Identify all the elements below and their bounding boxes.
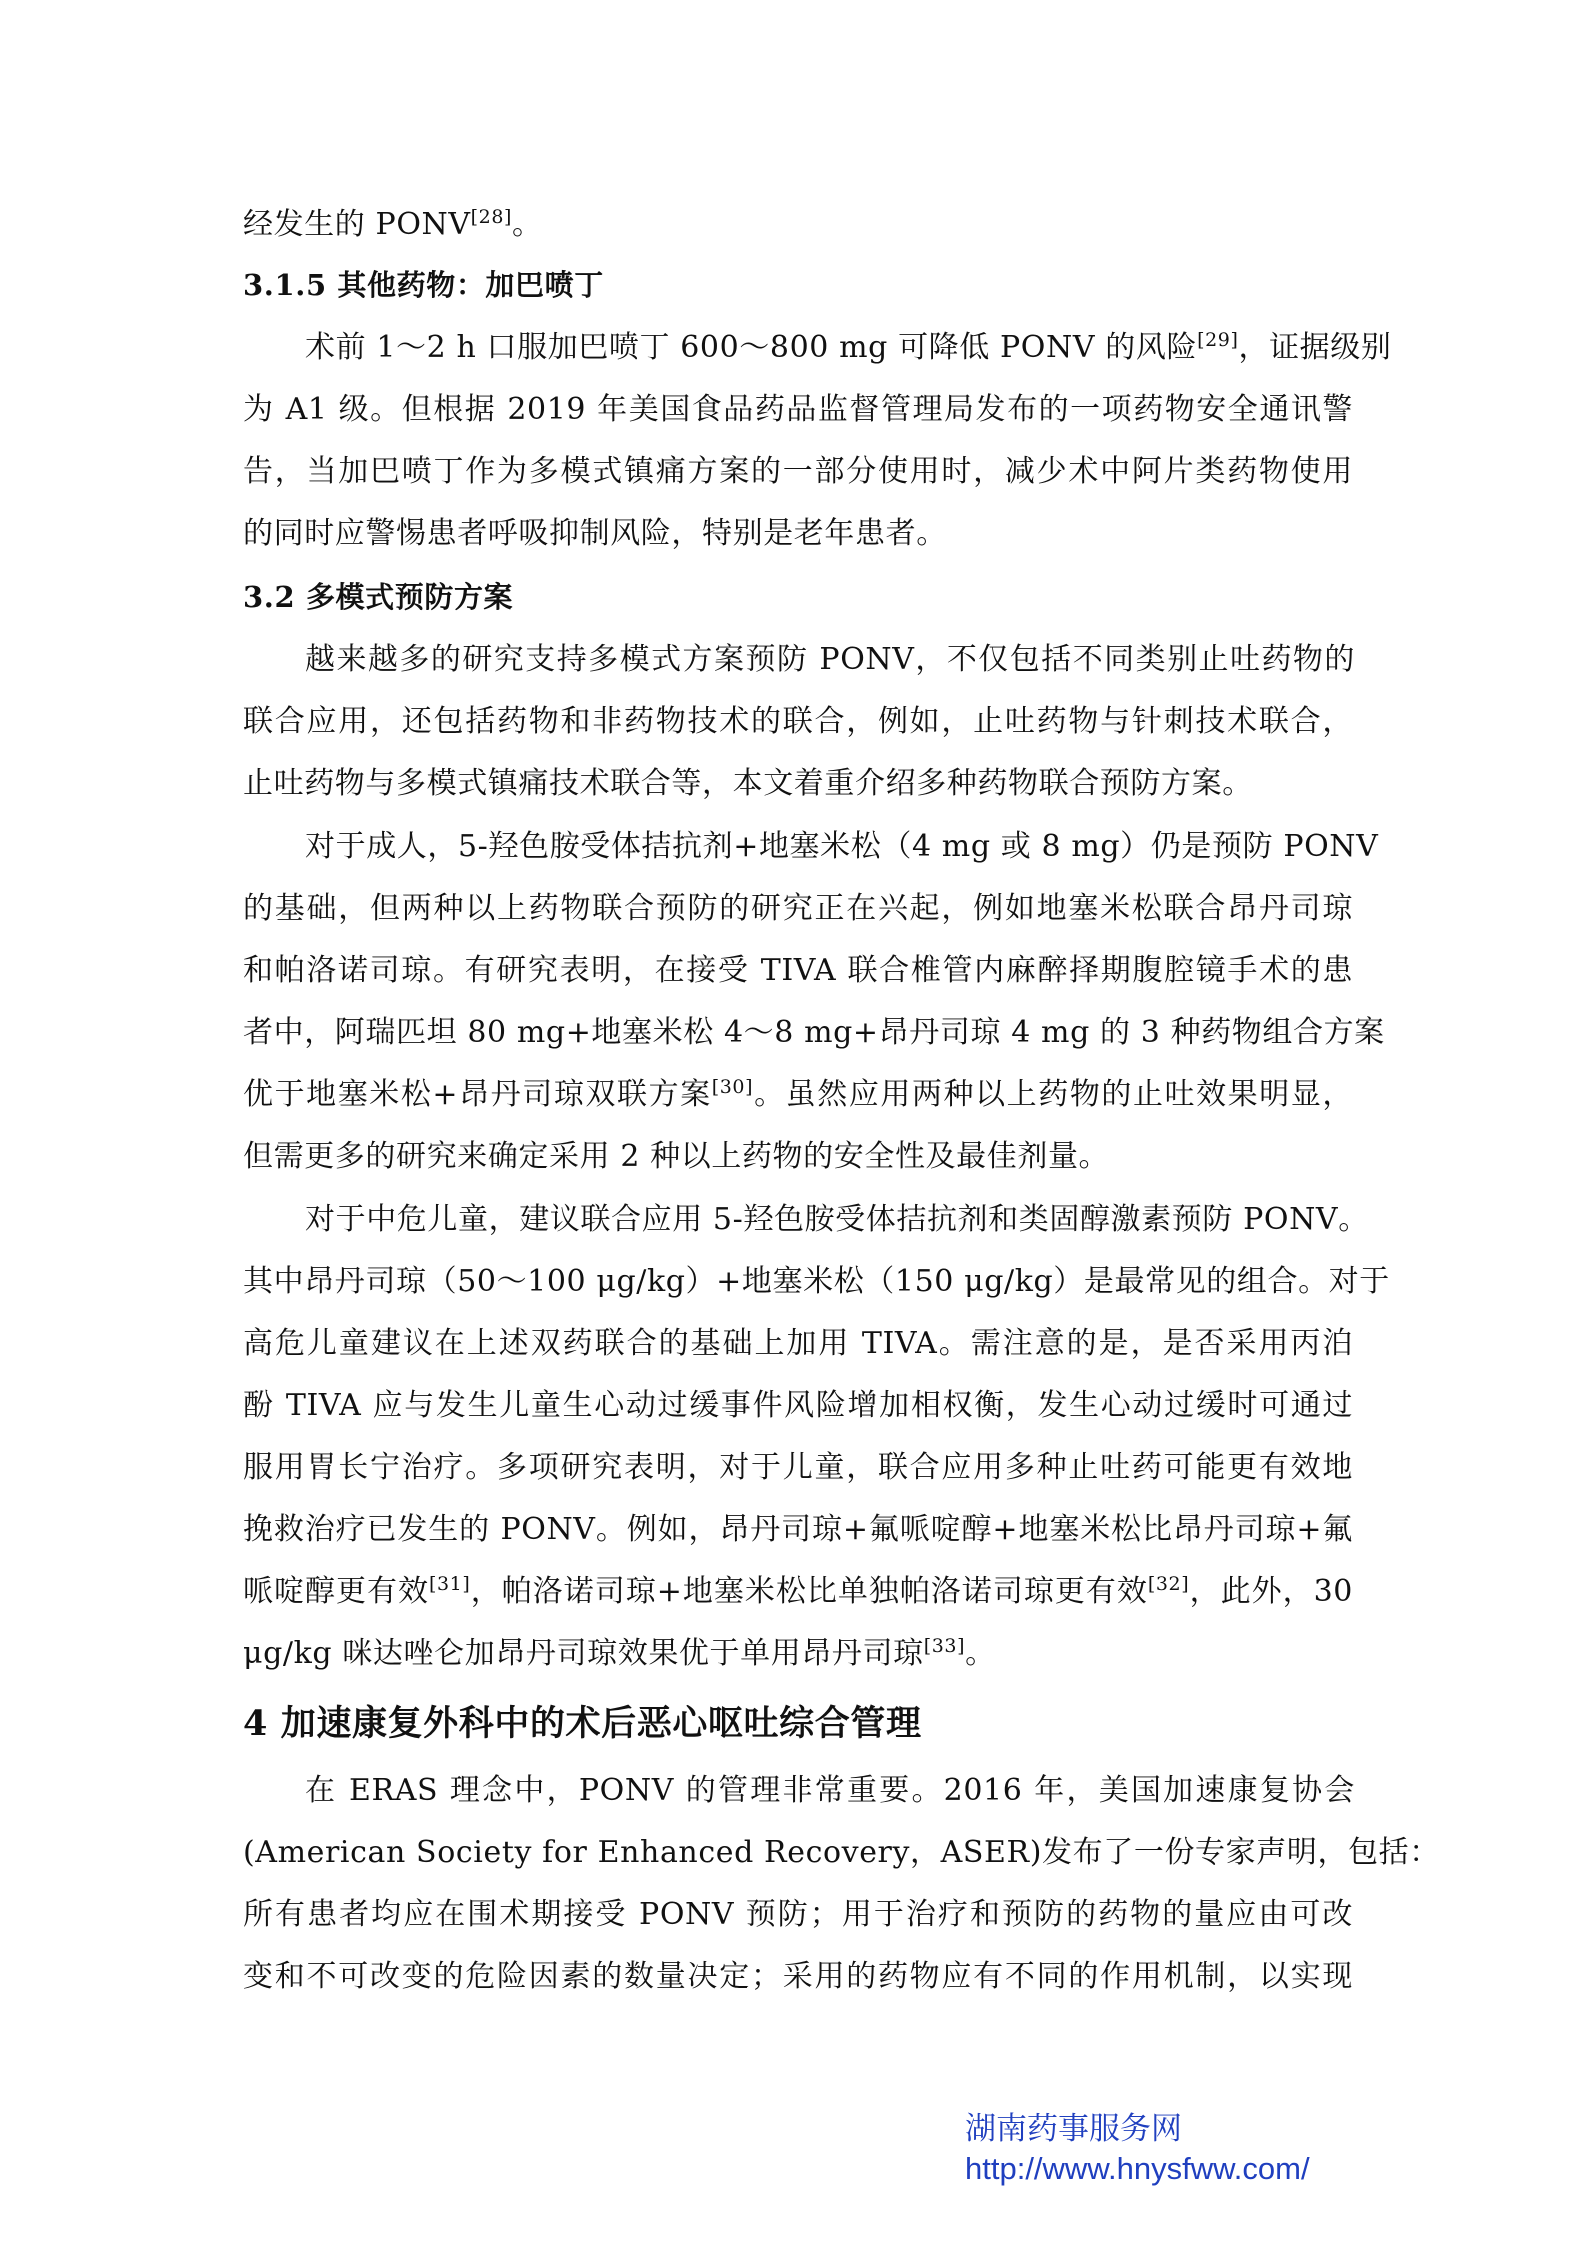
line-text: 酚 TIVA 应与发生儿童生心动过缓事件风险增加相权衡，发生心动过缓时可通过 [243,1388,1353,1423]
footer-site-name: 湖南药事服务网 [965,2111,1182,2146]
line-text: 经发生的 PONV [243,207,471,242]
paragraph-line [305,1200,1369,1240]
line-text: ，帕洛诺司琼+地塞米松比单独帕洛诺司琼更有效 [470,1574,1148,1609]
line-text: 术前 1～2 h 口服加巴喷丁 600～800 mg 可降低 PONV 的风险 [305,330,1198,365]
line-text: 越来越多的研究支持多模式方案预防 PONV，不仅包括不同类别止吐药物的 [305,642,1355,677]
line-text: 为 A1 级。但根据 2019 年美国食品药品监督管理局发布的一项药物安全通讯警 [243,392,1353,427]
line-text: ，证据级别 [1238,330,1392,365]
line-text: 挽救治疗已发生的 PONV。例如，昂丹司琼+氟哌啶醇+地塞米松比昂丹司琼+氟 [243,1512,1353,1547]
citation: [33] [923,1635,966,1657]
paragraph-line [243,1137,1353,1177]
footer-url-link[interactable]: http://www.hnysfww.com/ [965,2151,1310,2186]
paragraph-line [305,328,1392,368]
line-text: 。虽然应用两种以上药物的止吐效果明显， [753,1077,1353,1112]
paragraph-line [243,1634,1353,1674]
line-text: 其中昂丹司琼（50～100 μg/kg）+地塞米松（150 μg/kg）是最常见的组合。对于 [243,1264,1390,1299]
line-text: 但需更多的研究来确定采用 2 种以上药物的安全性及最佳剂量。 [243,1139,1110,1174]
paragraph-line [243,1448,1353,1488]
line-text: 对于中危儿童，建议联合应用 5-羟色胺受体拮抗剂和类固醇激素预防 PONV。 [305,1202,1369,1237]
line-text: 联合应用，还包括药物和非药物技术的联合，例如，止吐药物与针刺技术联合， [243,704,1353,739]
paragraph-line [243,764,1353,804]
line-text: 的基础，但两种以上药物联合预防的研究正在兴起，例如地塞米松联合昂丹司琼 [243,891,1353,926]
line-text: 者中，阿瑞匹坦 80 mg+地塞米松 4～8 mg+昂丹司琼 4 mg 的 3 种药物组合方案 [243,1015,1385,1050]
paragraph-line [305,827,1379,867]
citation: [29] [1197,329,1239,351]
heading-text: 3.2 多模式预防方案 [243,580,514,614]
citation: [30] [711,1076,754,1098]
paragraph-line [243,452,1353,492]
paragraph-line [243,205,1353,245]
line-text: 变和不可改变的危险因素的数量决定；采用的药物应有不同的作用机制，以实现 [243,1959,1353,1994]
line-text: 服用胃长宁治疗。多项研究表明，对于儿童，联合应用多种止吐药可能更有效地 [243,1450,1353,1485]
paragraph-line [243,1895,1353,1935]
paragraph-line [243,390,1353,430]
line-text: 在 ERAS 理念中，PONV 的管理非常重要。2016 年，美国加速康复协会 [305,1773,1355,1808]
paragraph-line [243,1572,1353,1612]
subsection-heading [243,265,1353,305]
line-text: (American Society for Enhanced Recovery，ASER)发布了一份专家声明，包括： [243,1835,1440,1870]
paragraph-line [243,1833,1440,1873]
paragraph-line [243,514,1353,554]
citation: [31] [428,1573,471,1595]
paragraph-line [243,1075,1353,1115]
line-text: 高危儿童建议在上述双药联合的基础上加用 TIVA。需注意的是，是否采用丙泊 [243,1326,1353,1361]
subsection-heading [243,577,1353,617]
paragraph-line [243,1013,1385,1053]
line-text: μg/kg 咪达唑仑加昂丹司琼效果优于单用昂丹司琼 [243,1636,924,1671]
line-text: 对于成人，5-羟色胺受体拮抗剂+地塞米松（4 mg 或 8 mg）仍是预防 PONV [305,829,1379,864]
line-text: 和帕洛诺司琼。有研究表明，在接受 TIVA 联合椎管内麻醉择期腹腔镜手术的患 [243,953,1353,988]
citation: [28] [470,206,513,228]
paragraph-line [305,640,1355,680]
paragraph-line [243,1957,1353,1997]
paragraph-line [243,889,1353,929]
paragraph-line [243,951,1353,991]
heading-text: 3.1.5 其他药物：加巴喷丁 [243,268,604,302]
paragraph-line [243,1262,1390,1302]
paragraph-line [243,1510,1353,1550]
paragraph-line [243,1324,1353,1364]
line-text: 告，当加巴喷丁作为多模式镇痛方案的一部分使用时，减少术中阿片类药物使用 [243,454,1353,489]
line-text: 止吐药物与多模式镇痛技术联合等，本文着重介绍多种药物联合预防方案。 [243,766,1253,801]
line-text: 所有患者均应在围术期接受 PONV 预防；用于治疗和预防的药物的量应由可改 [243,1897,1353,1932]
line-text: 。 [512,207,543,242]
line-text: 的同时应警惕患者呼吸抑制风险，特别是老年患者。 [243,516,947,551]
line-text: ，此外，30 [1189,1574,1353,1609]
line-text: 优于地塞米松+昂丹司琼双联方案 [243,1077,712,1112]
line-text: 哌啶醇更有效 [243,1574,429,1609]
paragraph-line [305,1771,1355,1811]
paragraph-line [243,702,1353,742]
section-heading [243,1702,1353,1746]
paragraph-line [243,1386,1353,1426]
citation: [32] [1147,1573,1190,1595]
heading-text: 4 加速康复外科中的术后恶心呕吐综合管理 [243,1703,922,1744]
line-text: 。 [965,1636,996,1671]
